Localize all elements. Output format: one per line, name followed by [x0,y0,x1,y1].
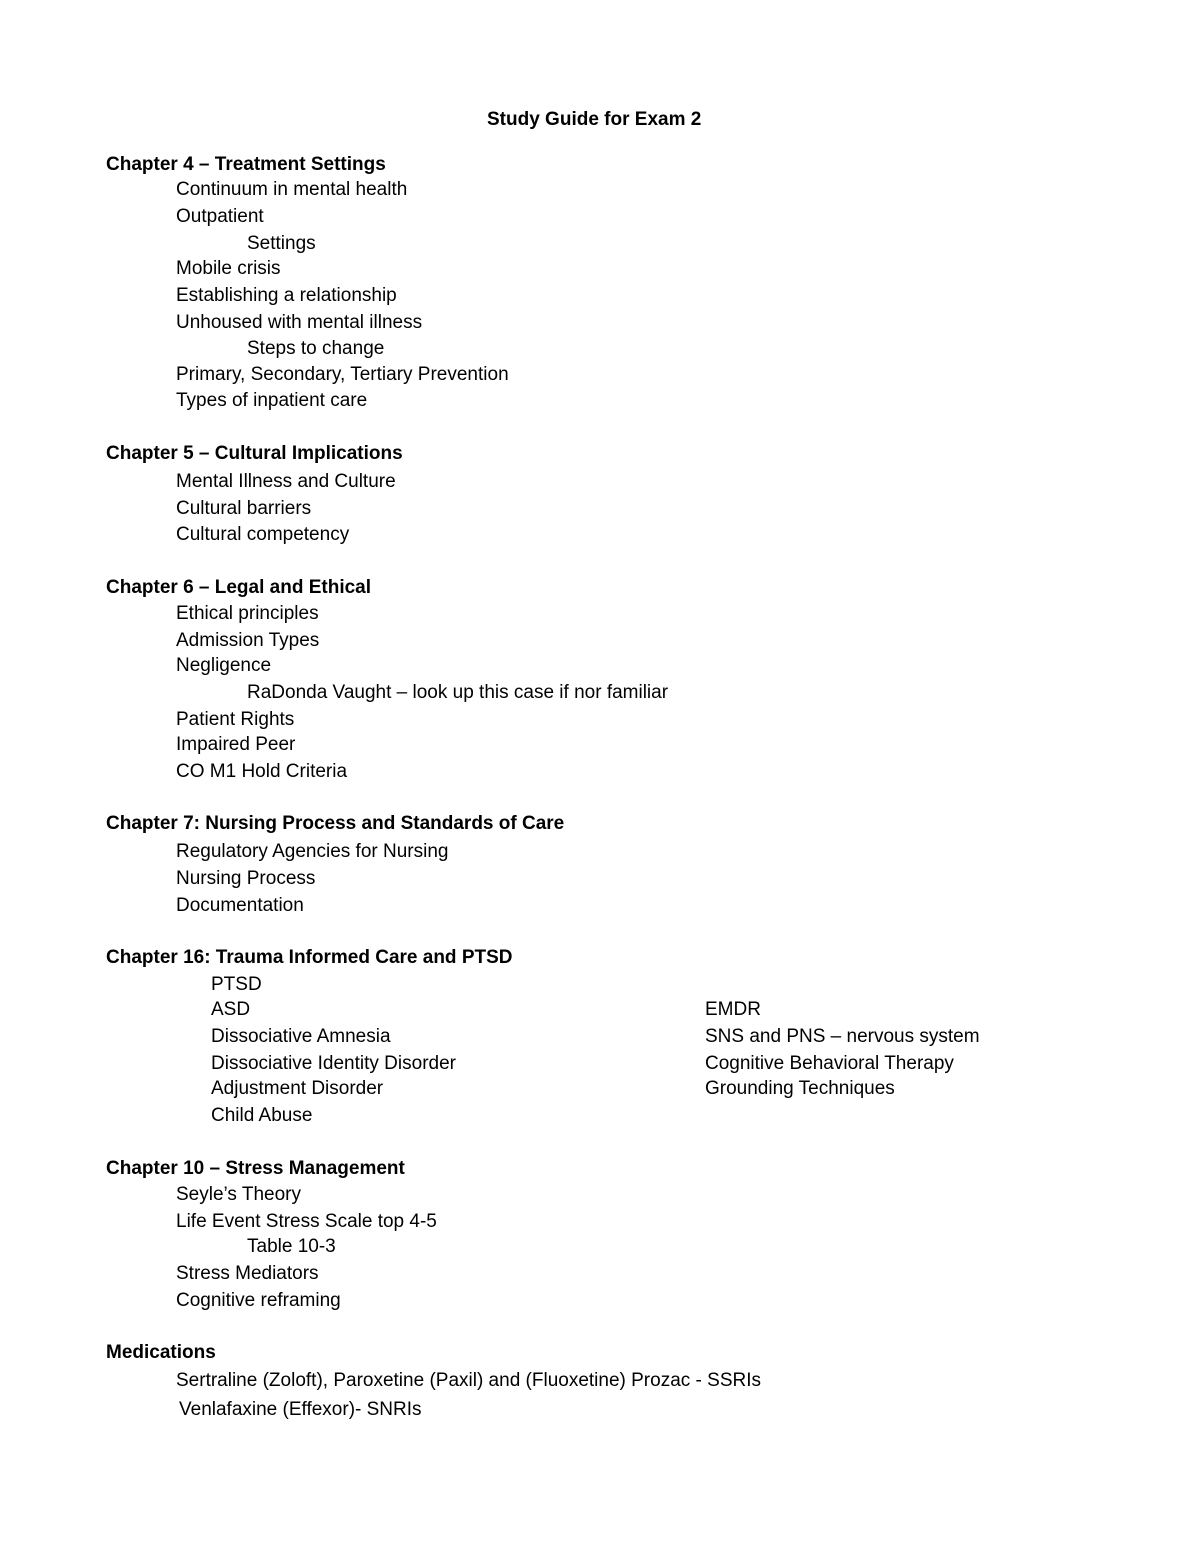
chapter-4-item: Outpatient [176,206,264,227]
chapter-4-subitem: Settings [247,233,316,254]
medications-item: Sertraline (Zoloft), Paroxetine (Paxil) and (Fluoxetine) Prozac - SSRIs [176,1370,761,1391]
chapter-7-heading: Chapter 7: Nursing Process and Standards of Care [106,813,565,834]
medications-heading: Medications [106,1342,216,1363]
chapter-10-item: Seyle’s Theory [176,1184,301,1205]
chapter-16-right-item: SNS and PNS – nervous system [705,1026,980,1047]
chapter-16-left-item: ASD [211,999,251,1020]
chapter-4-heading: Chapter 4 – Treatment Settings [106,154,386,175]
chapter-4-item: Establishing a relationship [176,285,397,306]
chapter-4-item: Primary, Secondary, Tertiary Prevention [176,364,509,385]
chapter-16-right-item: Grounding Techniques [705,1078,895,1099]
chapter-16-heading: Chapter 16: Trauma Informed Care and PTSD [106,947,513,968]
chapter-6-subitem: RaDonda Vaught – look up this case if nor familiar [247,682,669,703]
chapter-16-left-item: Child Abuse [211,1105,313,1126]
chapter-6-item: CO M1 Hold Criteria [176,761,348,782]
chapter-7-item: Regulatory Agencies for Nursing [176,841,449,862]
chapter-10-heading: Chapter 10 – Stress Management [106,1158,405,1179]
chapter-16-left-item: Dissociative Amnesia [211,1026,391,1047]
chapter-10-subitem: Table 10-3 [247,1236,336,1257]
chapter-4-item: Types of inpatient care [176,390,368,411]
chapter-16-right-item: EMDR [705,999,761,1020]
chapter-6-item: Negligence [176,655,272,676]
chapter-6-heading: Chapter 6 – Legal and Ethical [106,577,372,598]
chapter-16-left-item: PTSD [211,974,262,995]
chapter-16-left-item: Adjustment Disorder [211,1078,384,1099]
chapter-6-item: Ethical principles [176,603,319,624]
chapter-16-right-item: Cognitive Behavioral Therapy [705,1053,954,1074]
document-title: Study Guide for Exam 2 [487,109,702,130]
chapter-6-item: Admission Types [176,630,320,651]
chapter-10-item: Life Event Stress Scale top 4-5 [176,1211,437,1232]
chapter-5-heading: Chapter 5 – Cultural Implications [106,443,403,464]
medications-item: Venlafaxine (Effexor)- SNRIs [179,1399,422,1420]
chapter-10-item: Stress Mediators [176,1263,319,1284]
chapter-5-item: Cultural competency [176,524,350,545]
chapter-4-item: Unhoused with mental illness [176,312,423,333]
chapter-5-item: Mental Illness and Culture [176,471,396,492]
chapter-5-item: Cultural barriers [176,498,312,519]
chapter-7-item: Nursing Process [176,868,316,889]
chapter-10-item: Cognitive reframing [176,1290,341,1311]
chapter-4-item: Mobile crisis [176,258,281,279]
chapter-4-subitem: Steps to change [247,338,385,359]
chapter-7-item: Documentation [176,895,304,916]
chapter-4-item: Continuum in mental health [176,179,408,200]
chapter-16-left-item: Dissociative Identity Disorder [211,1053,456,1074]
chapter-6-item: Impaired Peer [176,734,296,755]
chapter-6-item: Patient Rights [176,709,295,730]
